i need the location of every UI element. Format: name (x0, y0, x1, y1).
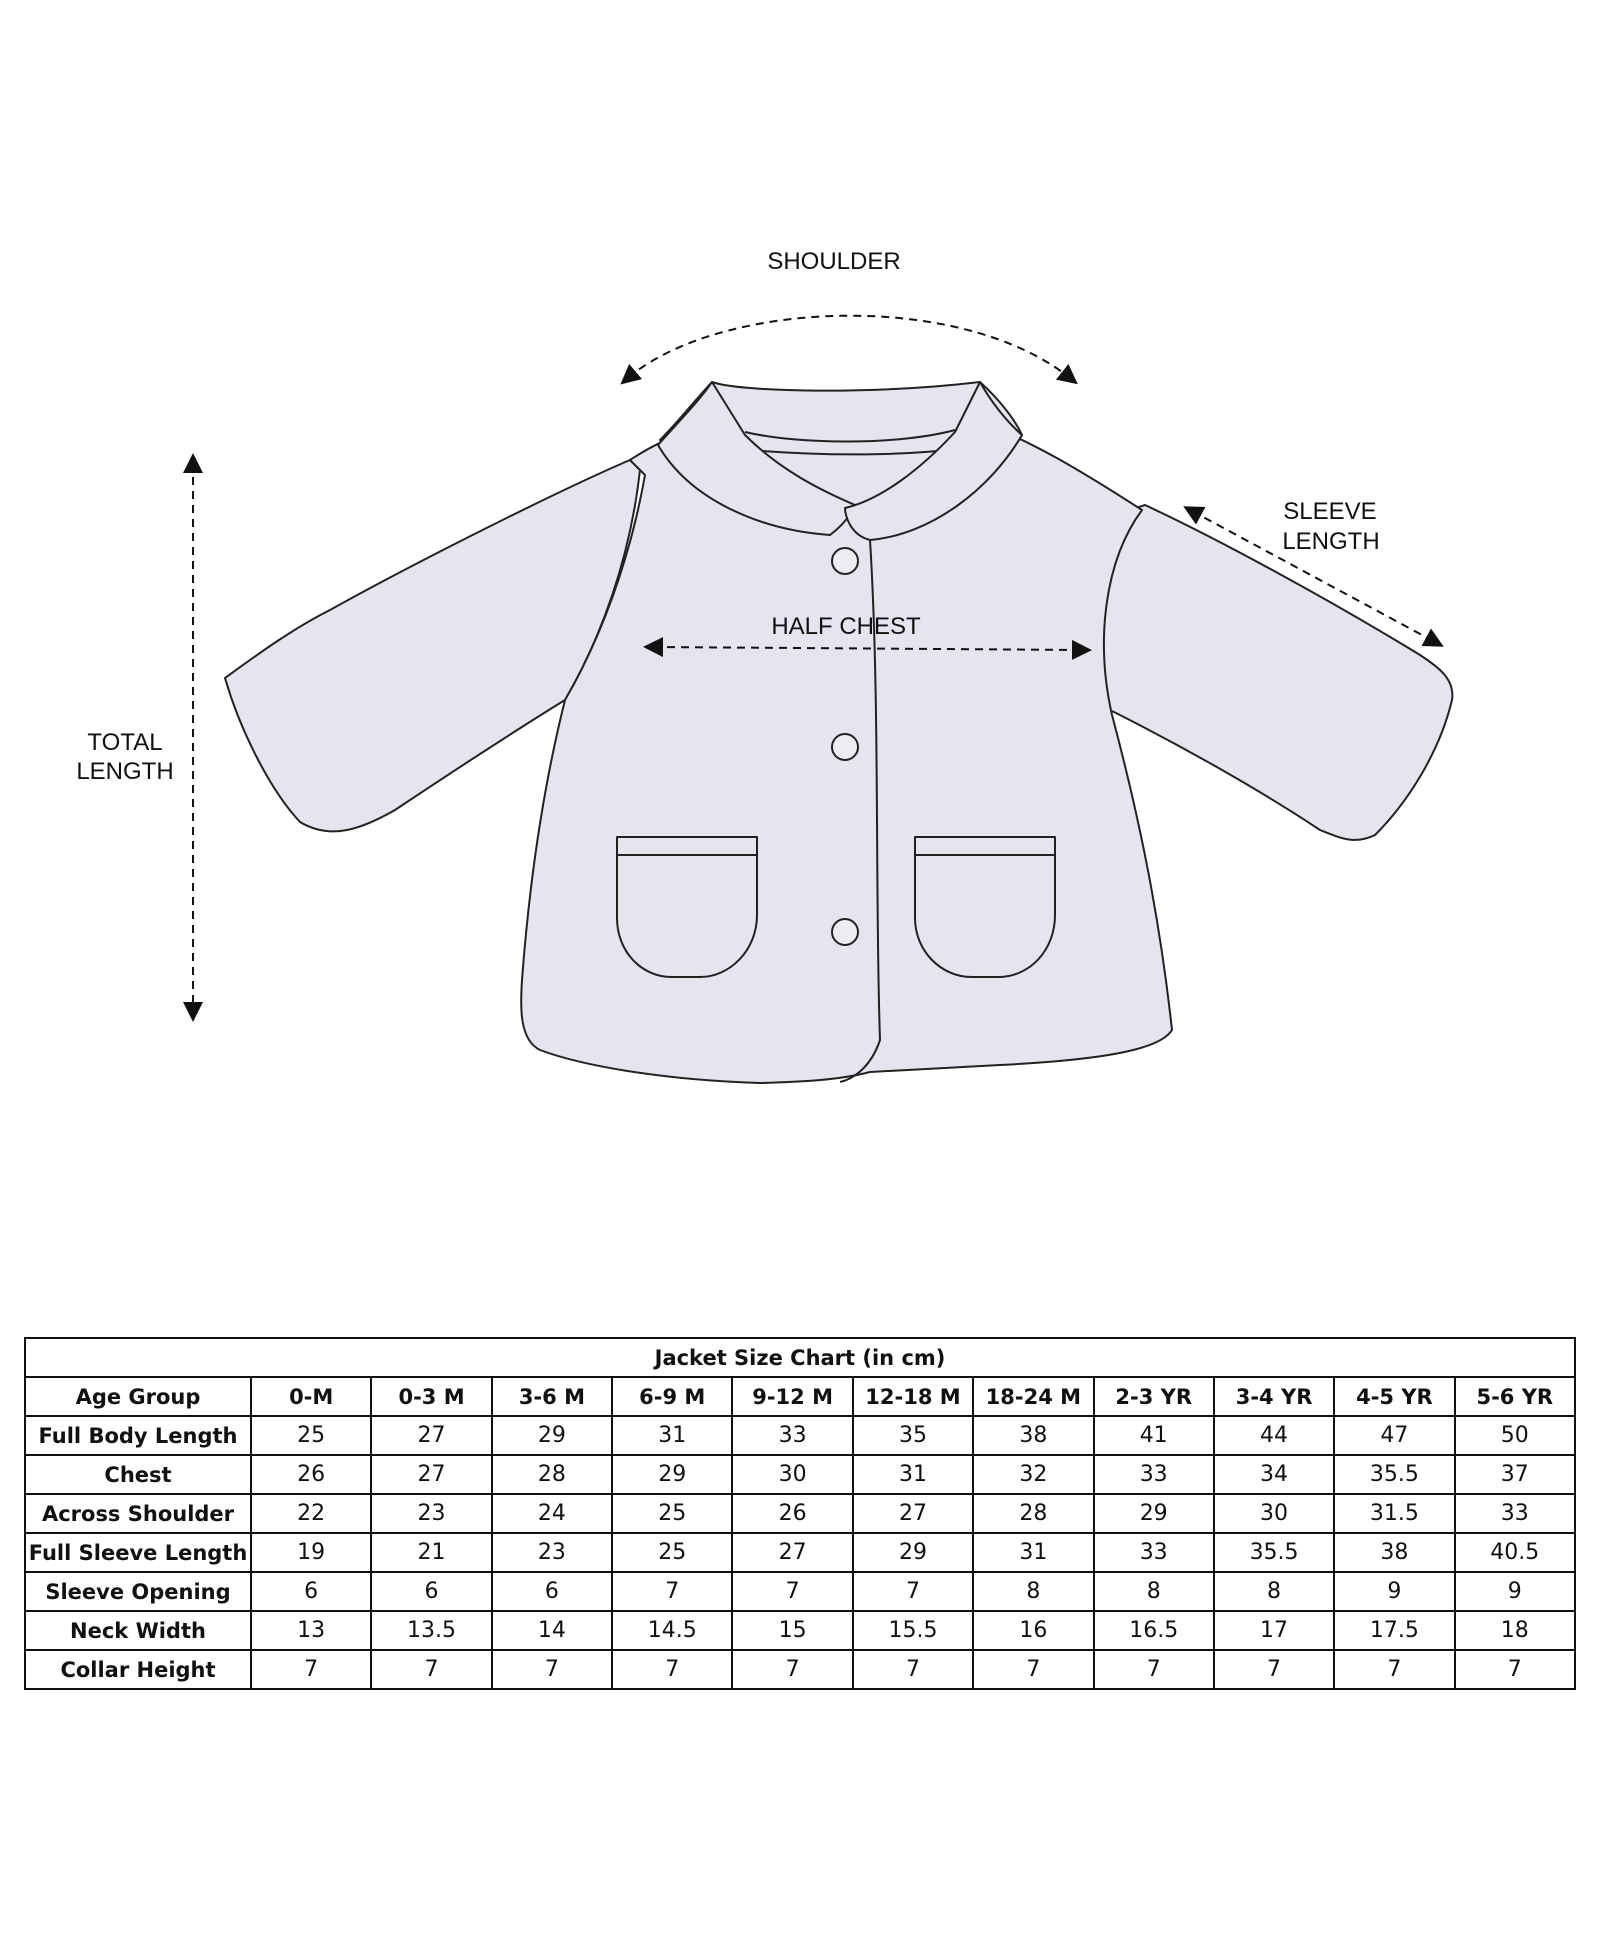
measurement-value: 7 (371, 1650, 491, 1689)
total-length-label-line2: LENGTH (76, 758, 174, 785)
measurement-value: 7 (732, 1650, 852, 1689)
size-chart-title: Jacket Size Chart (in cm) (25, 1338, 1575, 1377)
measurement-value: 25 (612, 1494, 732, 1533)
measurement-value: 16.5 (1094, 1611, 1214, 1650)
measurement-label: Chest (25, 1455, 251, 1494)
left-pocket (617, 837, 757, 977)
measurement-value: 29 (492, 1416, 612, 1455)
measurement-value: 15 (732, 1611, 852, 1650)
measurement-label: Sleeve Opening (25, 1572, 251, 1611)
measurement-value: 41 (1094, 1416, 1214, 1455)
right-sleeve (1102, 505, 1453, 840)
measurement-value: 25 (251, 1416, 371, 1455)
measurement-value: 22 (251, 1494, 371, 1533)
table-row (25, 1611, 1575, 1650)
measurement-value: 28 (973, 1494, 1093, 1533)
measurement-label: Collar Height (25, 1650, 251, 1689)
table-row (25, 1494, 1575, 1533)
measurement-value: 27 (853, 1494, 973, 1533)
measurement-value: 47 (1334, 1416, 1454, 1455)
measurement-value: 17 (1214, 1611, 1334, 1650)
measurement-value: 17.5 (1334, 1611, 1454, 1650)
age-column-header: 6-9 M (612, 1377, 732, 1416)
measurement-value: 31.5 (1334, 1494, 1454, 1533)
measurement-value: 7 (1455, 1650, 1575, 1689)
measurement-value: 6 (371, 1572, 491, 1611)
measurement-value: 14 (492, 1611, 612, 1650)
measurement-value: 29 (853, 1533, 973, 1572)
measurement-value: 9 (1455, 1572, 1575, 1611)
age-column-header: 3-6 M (492, 1377, 612, 1416)
button-top (832, 548, 858, 574)
measurement-value: 7 (973, 1650, 1093, 1689)
measurement-value: 37 (1455, 1455, 1575, 1494)
size-chart (24, 1337, 1576, 1690)
age-column-header: 9-12 M (732, 1377, 852, 1416)
measurement-value: 32 (973, 1455, 1093, 1494)
measurement-value: 29 (612, 1455, 732, 1494)
measurement-value: 8 (1094, 1572, 1214, 1611)
measurement-value: 18 (1455, 1611, 1575, 1650)
measurement-value: 26 (732, 1494, 852, 1533)
measurement-value: 13.5 (371, 1611, 491, 1650)
age-column-header: 2-3 YR (1094, 1377, 1214, 1416)
measurement-value: 16 (973, 1611, 1093, 1650)
measurement-value: 25 (612, 1533, 732, 1572)
measurement-value: 7 (1094, 1650, 1214, 1689)
measurement-value: 28 (492, 1455, 612, 1494)
measurement-value: 27 (732, 1533, 852, 1572)
shoulder-arrow (628, 316, 1070, 378)
age-column-header: 5-6 YR (1455, 1377, 1575, 1416)
measurement-value: 33 (1455, 1494, 1575, 1533)
table-row (25, 1650, 1575, 1689)
measurement-value: 23 (371, 1494, 491, 1533)
table-row (25, 1416, 1575, 1455)
measurement-value: 7 (251, 1650, 371, 1689)
measurement-value: 30 (732, 1455, 852, 1494)
measurement-value: 38 (973, 1416, 1093, 1455)
size-chart-table (24, 1337, 1576, 1690)
measurement-label: Neck Width (25, 1611, 251, 1650)
sleeve-label-line2: LENGTH (1282, 528, 1380, 555)
measurement-value: 7 (732, 1572, 852, 1611)
measurement-value: 8 (973, 1572, 1093, 1611)
age-column-header: 0-M (251, 1377, 371, 1416)
age-column-header: 3-4 YR (1214, 1377, 1334, 1416)
table-row (25, 1455, 1575, 1494)
shoulder-label: SHOULDER (767, 248, 901, 275)
table-row (25, 1533, 1575, 1572)
measurement-value: 27 (371, 1416, 491, 1455)
measurement-value: 33 (1094, 1455, 1214, 1494)
age-column-header: 0-3 M (371, 1377, 491, 1416)
measurement-value: 31 (853, 1455, 973, 1494)
measurement-value: 40.5 (1455, 1533, 1575, 1572)
age-group-header: Age Group (25, 1377, 251, 1416)
measurement-value: 6 (251, 1572, 371, 1611)
age-column-header: 12-18 M (853, 1377, 973, 1416)
measurement-value: 26 (251, 1455, 371, 1494)
measurement-value: 8 (1214, 1572, 1334, 1611)
measurement-value: 31 (973, 1533, 1093, 1572)
button-middle (832, 734, 858, 760)
measurement-value: 38 (1334, 1533, 1454, 1572)
jacket-illustration (225, 382, 1452, 1083)
measurement-value: 21 (371, 1533, 491, 1572)
sleeve-label-line1: SLEEVE (1283, 498, 1377, 525)
measurement-value: 23 (492, 1533, 612, 1572)
measurement-value: 50 (1455, 1416, 1575, 1455)
measurement-value: 35.5 (1214, 1533, 1334, 1572)
measurement-value: 33 (732, 1416, 852, 1455)
measurement-value: 9 (1334, 1572, 1454, 1611)
age-column-header: 4-5 YR (1334, 1377, 1454, 1416)
measurement-value: 44 (1214, 1416, 1334, 1455)
measurement-label: Full Body Length (25, 1416, 251, 1455)
measurement-value: 7 (853, 1572, 973, 1611)
measurement-value: 33 (1094, 1533, 1214, 1572)
measurement-value: 7 (612, 1650, 732, 1689)
measurement-value: 24 (492, 1494, 612, 1533)
table-row (25, 1572, 1575, 1611)
measurement-value: 15.5 (853, 1611, 973, 1650)
button-bottom (832, 919, 858, 945)
total-length-label-line1: TOTAL (87, 729, 163, 756)
measurement-label: Across Shoulder (25, 1494, 251, 1533)
measurement-value: 7 (853, 1650, 973, 1689)
measurement-value: 7 (1334, 1650, 1454, 1689)
measurement-value: 29 (1094, 1494, 1214, 1533)
measurement-value: 19 (251, 1533, 371, 1572)
measurement-value: 7 (1214, 1650, 1334, 1689)
measurement-value: 27 (371, 1455, 491, 1494)
right-pocket (915, 837, 1055, 977)
measurement-value: 35.5 (1334, 1455, 1454, 1494)
measurement-value: 7 (492, 1650, 612, 1689)
measurement-value: 30 (1214, 1494, 1334, 1533)
measurement-value: 34 (1214, 1455, 1334, 1494)
measurement-value: 13 (251, 1611, 371, 1650)
measurement-value: 7 (612, 1572, 732, 1611)
measurement-label: Full Sleeve Length (25, 1533, 251, 1572)
measurement-value: 35 (853, 1416, 973, 1455)
age-column-header: 18-24 M (973, 1377, 1093, 1416)
measurement-value: 14.5 (612, 1611, 732, 1650)
half-chest-label: HALF CHEST (771, 613, 921, 640)
measurement-value: 31 (612, 1416, 732, 1455)
measurement-value: 6 (492, 1572, 612, 1611)
